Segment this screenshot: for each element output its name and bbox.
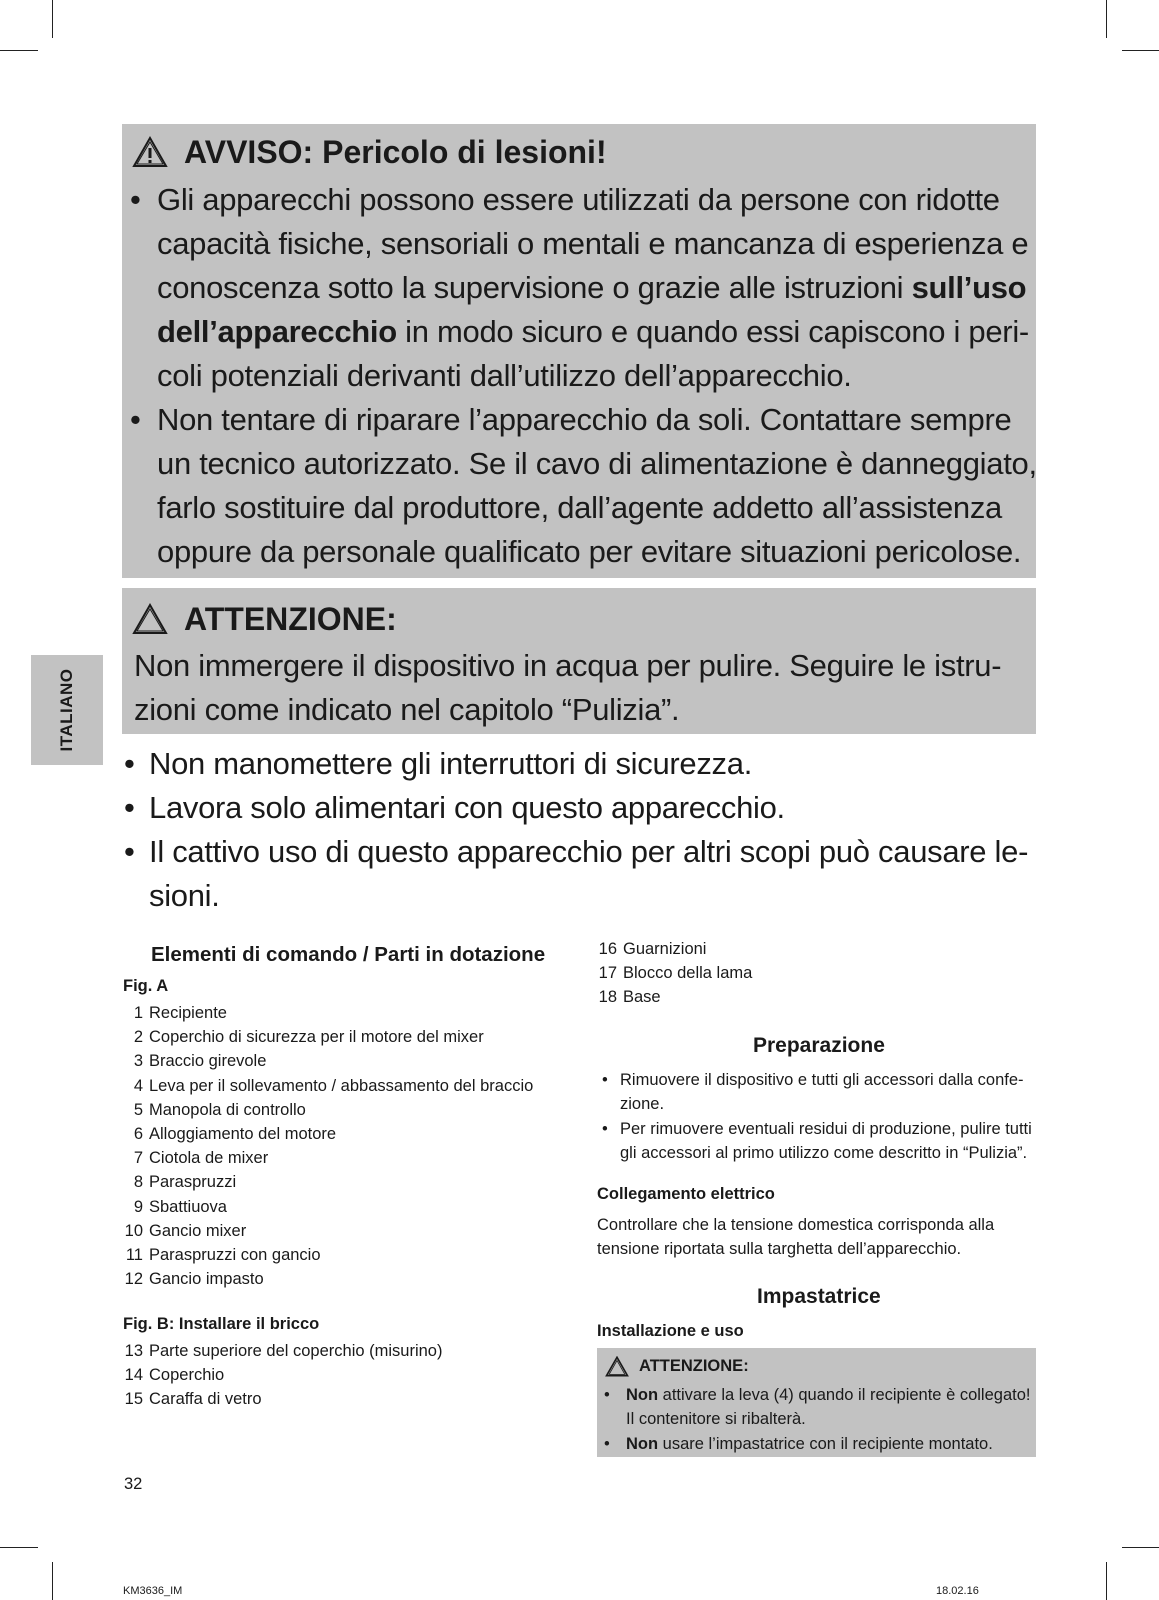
warning-line-text: conoscenza sotto la supervisione o grazie alle istruzioni: [157, 270, 904, 305]
item-label: Coperchio di sicurezza per il motore del mixer: [149, 1028, 484, 1047]
bullet-dot: •: [130, 182, 141, 217]
caution-triangle-icon: [132, 603, 168, 635]
caution-line: Non immergere il dispositivo in acqua per pulire. Seguire le istru-: [134, 648, 1002, 683]
list-item: [589, 964, 752, 983]
warning-line: Non tentare di riparare l’apparecchio da soli. Contattare sempre: [157, 402, 1012, 437]
small-caution-title: [605, 1356, 749, 1377]
item-label: Gancio impasto: [149, 1270, 264, 1289]
electric-line: Controllare che la tensione domestica corrisponda alla: [597, 1216, 995, 1234]
caution-line: [626, 1383, 1030, 1407]
item-label: Sbattiuova: [149, 1197, 227, 1216]
warning-line-text: in modo sicuro e quando essi capiscono i peri-: [396, 314, 1029, 349]
item-number: 11: [125, 1246, 143, 1264]
bold-text: Non: [626, 1386, 659, 1404]
list-item: [115, 1004, 227, 1023]
warning-line: [157, 266, 1026, 310]
item-number: 8: [133, 1173, 143, 1192]
bold-text: dell’apparecchio: [157, 314, 397, 349]
list-item: [115, 1101, 306, 1120]
list-item: [115, 1366, 224, 1385]
warning-title-text: AVVISO: Pericolo di lesioni!: [184, 134, 607, 170]
caution-line: [626, 1432, 993, 1456]
warning-line: un tecnico autorizzato. Se il cavo di alimentazione è danneggiato,: [157, 446, 1037, 481]
item-number: 2: [133, 1028, 143, 1047]
warning-triangle-icon: [132, 136, 168, 168]
language-tab: [31, 655, 103, 765]
list-item: [589, 940, 706, 959]
list-item: [115, 1222, 246, 1241]
list-item: [115, 1149, 268, 1168]
bold-text: sull’uso: [911, 270, 1027, 305]
item-number: 13: [124, 1342, 143, 1360]
crop-mark: [1106, 0, 1107, 38]
warning-line: coli potenziali derivanti dall’utilizzo dell’apparecchio.: [157, 358, 852, 393]
item-label: Alloggiamento del motore: [149, 1125, 337, 1143]
list-item: [115, 1198, 227, 1217]
item-number: 12: [124, 1270, 143, 1289]
electric-line: tensione riportata sulla targhetta dell’apparecchio.: [597, 1240, 962, 1258]
item-number: 4: [133, 1076, 143, 1095]
list-item: [115, 1077, 533, 1096]
crop-mark: [1122, 1547, 1159, 1548]
item-label: Coperchio: [149, 1366, 225, 1385]
item-label: Base: [623, 988, 661, 1007]
bullet-dot: •: [604, 1386, 610, 1404]
warning-line: [157, 310, 1029, 354]
warning-line: oppure da personale qualificato per evitare situazioni pericolose.: [157, 534, 1022, 569]
crop-mark: [1122, 50, 1159, 51]
crop-mark: [0, 50, 38, 51]
item-label: Ciotola de mixer: [149, 1149, 269, 1168]
caution-triangle-icon: [605, 1356, 629, 1377]
bullet-dot: •: [124, 790, 135, 825]
item-number: 3: [133, 1052, 143, 1071]
safety-bullet: Non manomettere gli interruttori di sicurezza.: [149, 746, 753, 781]
caution-line: Il contenitore si ribalterà.: [626, 1410, 806, 1428]
mixer-heading: Impastatrice: [757, 1285, 881, 1308]
footer-right: 18.02.16: [936, 1585, 979, 1597]
item-number: 14: [124, 1366, 143, 1385]
safety-bullet: Il cattivo uso di questo apparecchio per altri scopi può causare le-: [149, 834, 1029, 869]
bullet-dot: •: [602, 1071, 608, 1089]
item-label: Caraffa di vetro: [149, 1390, 262, 1409]
crop-mark: [1106, 1562, 1107, 1600]
crop-mark: [52, 1562, 53, 1600]
list-item: [115, 1052, 266, 1071]
preparation-heading: Preparazione: [753, 1034, 885, 1057]
item-number: 6: [133, 1125, 143, 1143]
prep-line: zione.: [620, 1095, 665, 1113]
install-heading: Installazione e uso: [597, 1322, 744, 1340]
list-item: [115, 1173, 236, 1192]
bullet-dot: •: [604, 1435, 610, 1453]
list-item: [115, 1028, 484, 1047]
bullet-dot: •: [130, 402, 141, 437]
item-number: 17: [598, 964, 617, 983]
caution-line: zioni come indicato nel capitolo “Pulizia”.: [134, 692, 680, 727]
bullet-dot: •: [602, 1120, 608, 1138]
language-tab-label: ITALIANO: [57, 668, 76, 752]
item-label: Blocco della lama: [623, 964, 753, 983]
warning-line: Gli apparecchi possono essere utilizzati da persone con ridotte: [157, 182, 1000, 217]
item-label: Guarnizioni: [623, 940, 707, 958]
fig-b-label: Fig. B: Installare il bricco: [123, 1315, 320, 1333]
item-label: Manopola di controllo: [149, 1100, 306, 1119]
crop-mark: [0, 1547, 38, 1548]
list-item: [115, 1270, 264, 1289]
list-item: [115, 1125, 336, 1144]
caution-line-text: usare l’impastatrice con il recipiente montato.: [658, 1435, 993, 1453]
item-number: 18: [598, 988, 617, 1007]
list-item: [115, 1342, 442, 1361]
item-number: 9: [133, 1197, 143, 1216]
item-number: 10: [124, 1221, 143, 1240]
warning-title: [132, 133, 607, 171]
item-label: Paraspruzzi: [149, 1173, 237, 1192]
page-number: 32: [124, 1475, 143, 1493]
safety-bullet: Lavora solo alimentari con questo apparecchio.: [149, 790, 785, 825]
crop-mark: [52, 0, 53, 38]
item-label: Paraspruzzi con gancio: [149, 1246, 321, 1264]
small-caution-title-text: ATTENZIONE:: [639, 1357, 749, 1375]
item-label: Gancio mixer: [149, 1221, 247, 1240]
bold-text: Non: [626, 1435, 659, 1453]
item-label: Leva per il sollevamento / abbassamento del braccio: [149, 1076, 534, 1095]
prep-line: Per rimuovere eventuali residui di produzione, pulire tutti: [620, 1120, 1032, 1138]
electric-heading: Collegamento elettrico: [597, 1185, 775, 1203]
caution-line-text: attivare la leva (4) quando il recipiente è collegato!: [658, 1386, 1031, 1404]
fig-a-label: Fig. A: [123, 977, 169, 995]
item-number: 1: [133, 1004, 143, 1022]
item-label: Parte superiore del coperchio (misurino): [149, 1342, 443, 1360]
item-number: 5: [133, 1100, 143, 1119]
caution-title-text: ATTENZIONE:: [184, 601, 397, 637]
caution-title: [132, 600, 397, 638]
bullet-dot: •: [124, 834, 135, 869]
prep-line: gli accessori al primo utilizzo come descritto in “Pulizia”.: [620, 1144, 1028, 1162]
item-number: 16: [598, 940, 617, 958]
bullet-dot: •: [124, 746, 135, 781]
item-number: 7: [133, 1149, 143, 1168]
item-label: Braccio girevole: [149, 1052, 267, 1071]
item-number: 15: [124, 1390, 143, 1409]
section-heading: Elementi di comando / Parti in dotazione: [151, 943, 546, 966]
safety-bullet: sioni.: [149, 878, 220, 913]
list-item: [589, 988, 661, 1007]
prep-line: Rimuovere il dispositivo e tutti gli accessori dalla confe-: [620, 1071, 1024, 1089]
warning-line: farlo sostituire dal produttore, dall’agente addetto all’assistenza: [157, 490, 1002, 525]
list-item: [115, 1246, 321, 1265]
list-item: [115, 1390, 262, 1409]
footer-left: KM3636_IM: [123, 1585, 183, 1597]
warning-line: capacità fisiche, sensoriali o mentali e mancanza di esperienza e: [157, 226, 1029, 261]
item-label: Recipiente: [149, 1004, 227, 1022]
